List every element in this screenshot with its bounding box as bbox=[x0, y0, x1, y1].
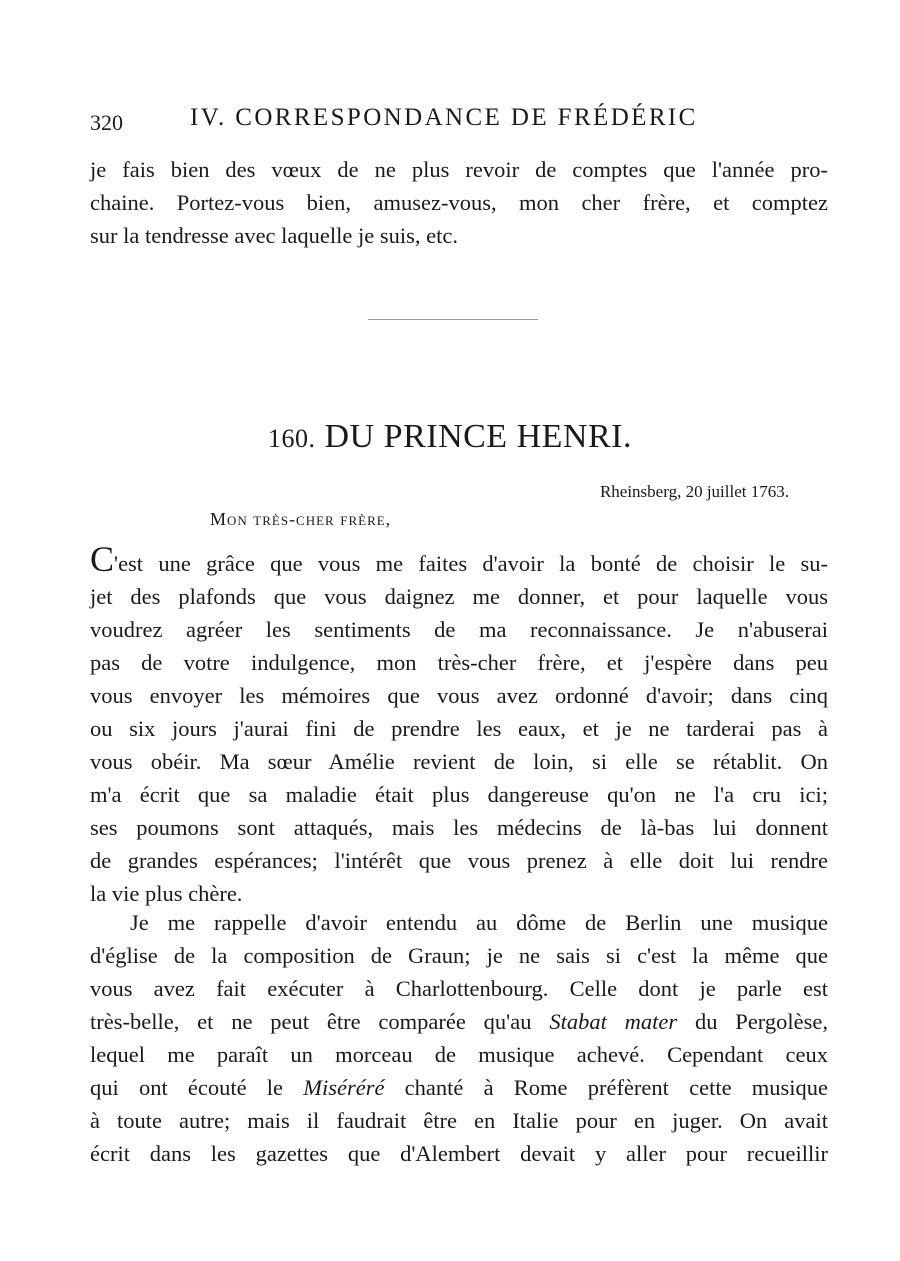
text-line: vous obéir. Ma sœur Amélie revient de loin, si elle se rétablit. On bbox=[90, 749, 828, 774]
letter-heading bbox=[0, 418, 900, 456]
text-line: jet des plafonds que vous daignez me donner, et pour laquelle vous bbox=[90, 584, 828, 609]
work-title-stabat-mater: Stabat mater bbox=[549, 1009, 678, 1034]
text-segment: du Pergolèse, bbox=[677, 1009, 828, 1034]
text-line: ses poumons sont attaqués, mais les médecins de là-bas lui donnent bbox=[90, 815, 828, 840]
previous-letter-ending bbox=[90, 153, 828, 252]
letter-number: 160. bbox=[268, 424, 316, 453]
letter-paragraph-2 bbox=[90, 906, 828, 1170]
text-line: voudrez agréer les sentiments de ma reconnaissance. Je n'abuserai bbox=[90, 617, 828, 642]
text-segment: chanté à Rome préfèrent cette musique bbox=[384, 1075, 829, 1100]
drop-cap: C bbox=[90, 539, 115, 579]
text-line: je fais bien des vœux de ne plus revoir de comptes que l'année pro- bbox=[90, 157, 828, 182]
text-segment: très-belle, et ne peut être comparée qu'au bbox=[90, 1009, 550, 1034]
text-line: d'église de la composition de Graun; je ne sais si c'est la même que bbox=[90, 943, 828, 968]
text-line-content: 'est une grâce que vous me faites d'avoir la bonté de choisir le su- bbox=[114, 551, 828, 576]
text-line: pas de votre indulgence, mon très-cher frère, et j'espère dans peu bbox=[90, 650, 828, 675]
section-separator bbox=[368, 319, 538, 320]
text-line: ou six jours j'aurai fini de prendre les eaux, et je ne tarderai pas à bbox=[90, 716, 828, 741]
running-head bbox=[90, 104, 830, 140]
running-head-title: IV. CORRESPONDANCE DE FRÉDÉRIC bbox=[190, 104, 698, 131]
page-number: 320 bbox=[90, 110, 123, 135]
text-line: vous envoyer les mémoires que vous avez ordonné d'avoir; dans cinq bbox=[90, 683, 828, 708]
text-line: vous avez fait exécuter à Charlottenbourg. Celle dont je parle est bbox=[90, 976, 828, 1001]
text-line: chaine. Portez-vous bien, amusez-vous, mon cher frère, et comptez bbox=[90, 190, 828, 215]
text-segment: qui ont écouté le bbox=[90, 1075, 304, 1100]
text-line: à toute autre; mais il faudrait être en Italie pour en juger. On avait bbox=[90, 1108, 828, 1133]
letter-paragraph-1 bbox=[90, 539, 828, 910]
text-line bbox=[90, 1005, 828, 1038]
text-line: m'a écrit que sa maladie était plus dangereuse qu'on ne l'a cru ici; bbox=[90, 782, 828, 807]
letter-title: DU PRINCE HENRI. bbox=[324, 418, 632, 455]
text-line: la vie plus chère. bbox=[90, 881, 243, 906]
text-line: sur la tendresse avec laquelle je suis, etc. bbox=[90, 223, 458, 248]
letter-dateline: Rheinsberg, 20 juillet 1763. bbox=[599, 482, 789, 501]
text-line: écrit dans les gazettes que d'Alembert devait y aller pour recueillir bbox=[90, 1141, 828, 1166]
text-line bbox=[90, 1071, 828, 1104]
text-line: Je me rappelle d'avoir entendu au dôme de Berlin une musique bbox=[130, 910, 828, 935]
letter-salutation: Mon très-cher frère, bbox=[210, 509, 392, 529]
text-line bbox=[90, 539, 828, 580]
text-line: de grandes espérances; l'intérêt que vous prenez à elle doit lui rendre bbox=[90, 848, 828, 873]
text-line: lequel me paraît un morceau de musique achevé. Cependant ceux bbox=[90, 1042, 828, 1067]
work-title-miserere: Miséréré bbox=[303, 1075, 385, 1100]
